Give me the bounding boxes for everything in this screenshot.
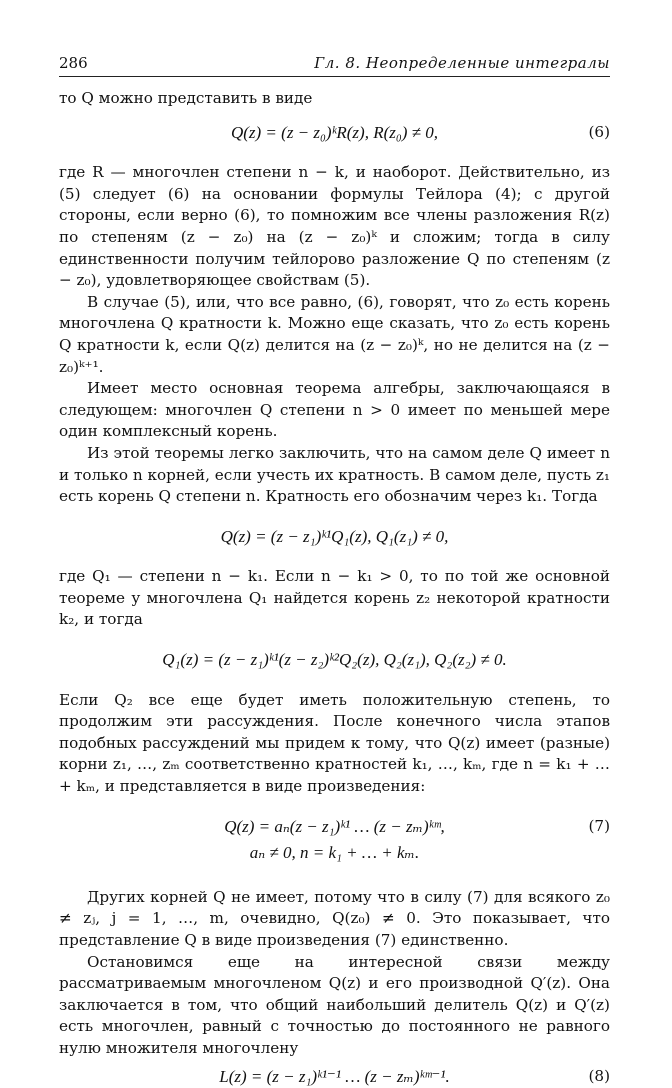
running-title: Гл. 8. Неопределенные интегралы bbox=[314, 54, 610, 72]
equation-7-number: (7) bbox=[588, 816, 610, 835]
paragraph-2: В случае (5), или, что все равно, (6), говорят, что z₀ есть корень многочлена Q кратности k. Можно еще сказать, что z₀ есть корень Q кратности k, если Q(z) делится на (z − z₀)ᵏ, но не делится на (z − z₀)ᵏ⁺¹. bbox=[59, 292, 610, 376]
page-body bbox=[59, 88, 610, 1088]
equation-8 bbox=[59, 1066, 610, 1088]
equation-a bbox=[59, 526, 610, 549]
equation-8-number: (8) bbox=[588, 1066, 610, 1085]
equation-7 bbox=[59, 816, 610, 839]
paragraph-1: где R — многочлен степени n − k, и наоборот. Действительно, из (5) следует (6) на основании формулы Тейлора (4); с другой стороны, если верно (6), то помножим все члены разложения R(z) по степеням (z − z₀) на (z − z₀)ᵏ и сложим; тогда в силу единственности получим тейлорово разложение Q по степеням (z − z₀), удовлетворяющее свойствам (5). bbox=[59, 163, 610, 290]
equation-7-conditions bbox=[59, 842, 610, 865]
equation-b bbox=[59, 649, 610, 672]
running-header bbox=[59, 54, 610, 77]
paragraph-5: где Q₁ — степени n − k₁. Если n − k₁ > 0, то по той же основной теореме у многочлена Q₁ найдется корень z₂ некоторой кратности k₂, и тогда bbox=[59, 567, 610, 629]
paragraph-8: Остановимся еще на интересной связи между рассматриваемым многочленом Q(z) и его производной Q′(z). Она заключается в том, что общий наибольший делитель Q(z) и Q′(z) есть многочлен, равный с точностью до постоянного не равного нулю множителя многочлену bbox=[59, 952, 610, 1057]
intro-line: то Q можно представить в виде bbox=[59, 89, 313, 107]
equation-6-formula: Q(z) = (z − z₀)ᵏR(z), R(z₀) ≠ 0, bbox=[230, 122, 439, 142]
equation-a-formula: Q(z) = (z − z₁)ᵏ¹Q₁(z), Q₁(z₁) ≠ 0, bbox=[220, 526, 449, 546]
equation-7-line-2: aₙ ≠ 0, n = k₁ + … + kₘ. bbox=[249, 843, 420, 863]
equation-6-number: (6) bbox=[588, 122, 610, 141]
paragraph-3: Имеет место основная теорема алгебры, заключающаяся в следующем: многочлен Q степени n > 0 имеет по меньшей мере один комплексный корень. bbox=[59, 379, 610, 441]
equation-b-formula: Q₁(z) = (z − z₁)ᵏ¹(z − z₂)ᵏ²Q₂(z), Q₂(z₁), Q₂(z₂) ≠ 0. bbox=[162, 650, 507, 670]
equation-7-line-1: Q(z) = aₙ(z − z₁)ᵏ¹ … (z − zₘ)ᵏᵐ, bbox=[224, 816, 445, 836]
paragraph-6: Если Q₂ все еще будет иметь положительную степень, то продолжим эти рассуждения. После конечного числа этапов подобных рассуждений мы придем к тому, что Q(z) имеет (разные) корни z₁, …, zₘ соответственно кратностей k₁, …, kₘ, где n = k₁ + … + kₘ, и представляется в виде произведения: bbox=[59, 690, 610, 796]
paragraph-4: Из этой теоремы легко заключить, что на самом деле Q имеет n и только n корней, если учесть их кратность. В самом деле, пусть z₁ есть корень Q степени n. Кратность его обозначим через k₁. Тогда bbox=[59, 443, 611, 506]
paragraph-7: Других корней Q не имеет, потому что в силу (7) для всякого z₀ ≠ zⱼ, j = 1, …, m, очевидно, Q(z₀) ≠ 0. Это показывает, что представление Q в виде произведения (7) единственно. bbox=[59, 887, 610, 949]
equation-6 bbox=[59, 122, 610, 145]
equation-8-formula: L(z) = (z − z₁)ᵏ¹⁻¹ … (z − zₘ)ᵏᵐ⁻¹. bbox=[219, 1066, 450, 1086]
page-number: 286 bbox=[59, 54, 88, 72]
